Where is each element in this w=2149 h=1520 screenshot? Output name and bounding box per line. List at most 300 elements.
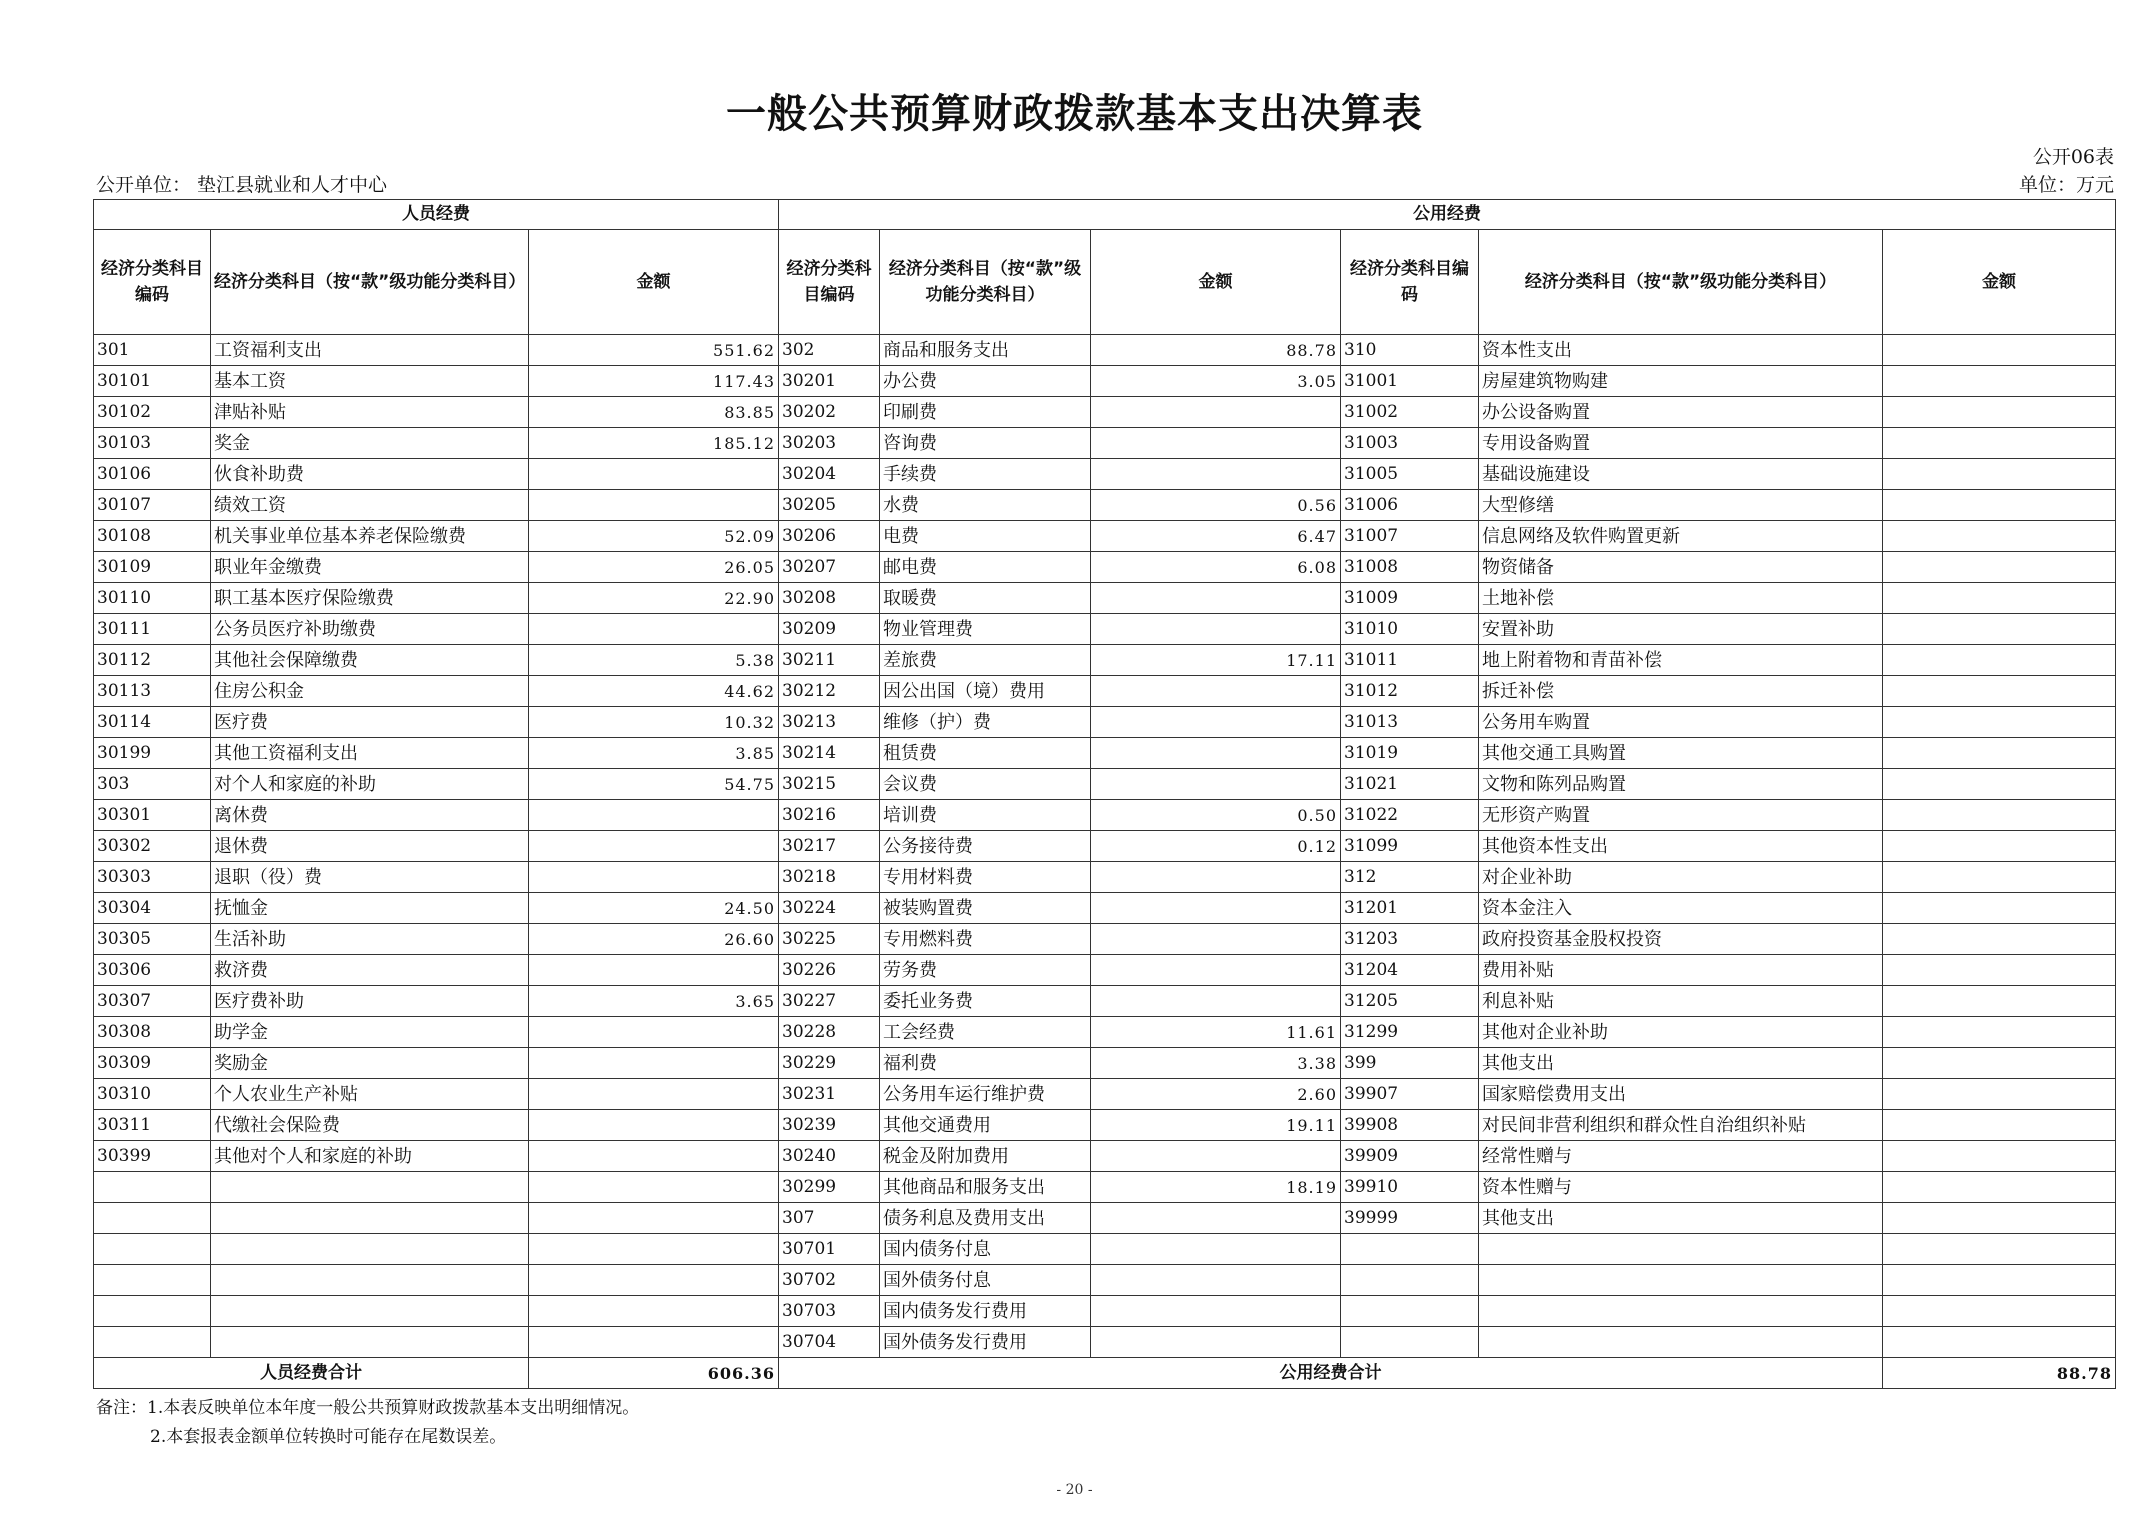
- name-cell: 信息网络及软件购置更新: [1479, 521, 1883, 552]
- name-cell: 对民间非营利组织和群众性自治组织补贴: [1479, 1110, 1883, 1141]
- amount-cell: [1883, 986, 2116, 1017]
- code-cell: 31203: [1341, 924, 1479, 955]
- name-cell: 专用材料费: [880, 862, 1091, 893]
- amount-cell: [1883, 1234, 2116, 1265]
- col-name-header: 经济分类科目（按“款”级功能分类科目）: [211, 230, 529, 335]
- name-cell: 工会经费: [880, 1017, 1091, 1048]
- table-body: [94, 335, 2116, 1358]
- code-cell: 31010: [1341, 614, 1479, 645]
- table-row: [94, 924, 2116, 955]
- code-cell: 31008: [1341, 552, 1479, 583]
- code-cell: 30109: [94, 552, 211, 583]
- amount-cell: 44.62: [529, 676, 779, 707]
- amount-cell: [1883, 428, 2116, 459]
- name-cell: 津贴补贴: [211, 397, 529, 428]
- amount-cell: [1883, 1048, 2116, 1079]
- name-cell: 其他社会保障缴费: [211, 645, 529, 676]
- name-cell: 无形资产购置: [1479, 800, 1883, 831]
- table-row: [94, 955, 2116, 986]
- name-cell: [211, 1172, 529, 1203]
- name-cell: 安置补助: [1479, 614, 1883, 645]
- name-cell: 退职（役）费: [211, 862, 529, 893]
- currency-unit: 单位：万元: [2018, 174, 2114, 196]
- amount-cell: [529, 1141, 779, 1172]
- table-row: [94, 676, 2116, 707]
- amount-cell: 88.78: [1091, 335, 1341, 366]
- name-cell: 医疗费: [211, 707, 529, 738]
- amount-cell: [1883, 1172, 2116, 1203]
- code-cell: 30228: [779, 1017, 880, 1048]
- code-cell: 30703: [779, 1296, 880, 1327]
- table-row: [94, 1017, 2116, 1048]
- code-cell: 30231: [779, 1079, 880, 1110]
- col-amount-header: 金额: [1883, 230, 2116, 335]
- code-cell: 31007: [1341, 521, 1479, 552]
- code-cell: 30211: [779, 645, 880, 676]
- name-cell: 经常性赠与: [1479, 1141, 1883, 1172]
- amount-cell: 185.12: [529, 428, 779, 459]
- amount-cell: [1091, 738, 1341, 769]
- code-cell: 39909: [1341, 1141, 1479, 1172]
- code-cell: 31204: [1341, 955, 1479, 986]
- amount-cell: [529, 459, 779, 490]
- col-name-header: 经济分类科目（按“款”级功能分类科目）: [1479, 230, 1883, 335]
- amount-cell: [1883, 893, 2116, 924]
- code-cell: 30704: [779, 1327, 880, 1358]
- amount-cell: [1883, 769, 2116, 800]
- name-cell: 其他资本性支出: [1479, 831, 1883, 862]
- amount-cell: [1883, 1110, 2116, 1141]
- code-cell: [94, 1203, 211, 1234]
- expenditure-table: [93, 199, 2116, 1389]
- code-cell: 30204: [779, 459, 880, 490]
- amount-cell: [529, 614, 779, 645]
- name-cell: 租赁费: [880, 738, 1091, 769]
- amount-cell: [1883, 1265, 2116, 1296]
- code-cell: [1341, 1265, 1479, 1296]
- name-cell: 国内债务发行费用: [880, 1296, 1091, 1327]
- name-cell: 其他支出: [1479, 1048, 1883, 1079]
- amount-cell: [1883, 1017, 2116, 1048]
- name-cell: 物资储备: [1479, 552, 1883, 583]
- name-cell: 其他工资福利支出: [211, 738, 529, 769]
- amount-cell: [1883, 738, 2116, 769]
- name-cell: 税金及附加费用: [880, 1141, 1091, 1172]
- amount-cell: 3.38: [1091, 1048, 1341, 1079]
- code-cell: 30201: [779, 366, 880, 397]
- table-row: [94, 1203, 2116, 1234]
- code-cell: 307: [779, 1203, 880, 1234]
- name-cell: 维修（护）费: [880, 707, 1091, 738]
- amount-cell: [529, 1017, 779, 1048]
- amount-cell: [1091, 1234, 1341, 1265]
- table-row: [94, 893, 2116, 924]
- name-cell: [211, 1296, 529, 1327]
- amount-cell: [1091, 893, 1341, 924]
- reporting-unit: 公开单位： 垫江县就业和人才中心: [96, 174, 388, 196]
- code-cell: 30701: [779, 1234, 880, 1265]
- code-cell: 31003: [1341, 428, 1479, 459]
- amount-cell: [1091, 1296, 1341, 1327]
- name-cell: 奖励金: [211, 1048, 529, 1079]
- name-cell: 基本工资: [211, 366, 529, 397]
- name-cell: 绩效工资: [211, 490, 529, 521]
- code-cell: 399: [1341, 1048, 1479, 1079]
- code-cell: 30216: [779, 800, 880, 831]
- amount-cell: [1091, 1141, 1341, 1172]
- amount-cell: 26.05: [529, 552, 779, 583]
- table-row: [94, 366, 2116, 397]
- name-cell: 土地补偿: [1479, 583, 1883, 614]
- amount-cell: 54.75: [529, 769, 779, 800]
- name-cell: 对个人和家庭的补助: [211, 769, 529, 800]
- code-cell: 30107: [94, 490, 211, 521]
- page-title: 一般公共预算财政拨款基本支出决算表: [726, 91, 1423, 137]
- code-cell: [1341, 1234, 1479, 1265]
- public-total-value: 88.78: [1883, 1358, 2116, 1389]
- code-cell: 31011: [1341, 645, 1479, 676]
- amount-cell: [1883, 924, 2116, 955]
- code-cell: 30199: [94, 738, 211, 769]
- code-cell: 30209: [779, 614, 880, 645]
- name-cell: 公务接待费: [880, 831, 1091, 862]
- personnel-group-header: 人员经费: [94, 200, 779, 230]
- amount-cell: 17.11: [1091, 645, 1341, 676]
- name-cell: 办公费: [880, 366, 1091, 397]
- amount-cell: 19.11: [1091, 1110, 1341, 1141]
- amount-cell: [1883, 1327, 2116, 1358]
- code-cell: 31019: [1341, 738, 1479, 769]
- name-cell: 办公设备购置: [1479, 397, 1883, 428]
- code-cell: 303: [94, 769, 211, 800]
- name-cell: 专用设备购置: [1479, 428, 1883, 459]
- code-cell: 30215: [779, 769, 880, 800]
- code-cell: 30205: [779, 490, 880, 521]
- name-cell: [211, 1234, 529, 1265]
- amount-cell: [1883, 1141, 2116, 1172]
- code-cell: 31299: [1341, 1017, 1479, 1048]
- code-cell: 30308: [94, 1017, 211, 1048]
- name-cell: 职业年金缴费: [211, 552, 529, 583]
- code-cell: 30106: [94, 459, 211, 490]
- amount-cell: [529, 490, 779, 521]
- name-cell: 其他交通工具购置: [1479, 738, 1883, 769]
- name-cell: 机关事业单位基本养老保险缴费: [211, 521, 529, 552]
- name-cell: 代缴社会保险费: [211, 1110, 529, 1141]
- code-cell: 30307: [94, 986, 211, 1017]
- name-cell: 差旅费: [880, 645, 1091, 676]
- name-cell: 公务用车购置: [1479, 707, 1883, 738]
- name-cell: 水费: [880, 490, 1091, 521]
- name-cell: 国外债务发行费用: [880, 1327, 1091, 1358]
- table-row: [94, 1234, 2116, 1265]
- name-cell: 资本性赠与: [1479, 1172, 1883, 1203]
- amount-cell: [1883, 1296, 2116, 1327]
- amount-cell: 26.60: [529, 924, 779, 955]
- amount-cell: [1883, 831, 2116, 862]
- amount-cell: 3.65: [529, 986, 779, 1017]
- table-row: [94, 490, 2116, 521]
- public-group-header: 公用经费: [779, 200, 2116, 230]
- code-cell: 30229: [779, 1048, 880, 1079]
- name-cell: [1479, 1234, 1883, 1265]
- col-name-header: 经济分类科目（按“款”级功能分类科目）: [880, 230, 1091, 335]
- code-cell: 31012: [1341, 676, 1479, 707]
- name-cell: 奖金: [211, 428, 529, 459]
- code-cell: 31006: [1341, 490, 1479, 521]
- name-cell: 专用燃料费: [880, 924, 1091, 955]
- code-cell: [94, 1265, 211, 1296]
- name-cell: 费用补贴: [1479, 955, 1883, 986]
- name-cell: 电费: [880, 521, 1091, 552]
- amount-cell: [1883, 521, 2116, 552]
- amount-cell: 3.05: [1091, 366, 1341, 397]
- amount-cell: [1091, 428, 1341, 459]
- name-cell: 其他支出: [1479, 1203, 1883, 1234]
- amount-cell: [529, 862, 779, 893]
- table-row: [94, 1048, 2116, 1079]
- code-cell: 30702: [779, 1265, 880, 1296]
- code-cell: 30227: [779, 986, 880, 1017]
- amount-cell: [1883, 645, 2116, 676]
- code-cell: [94, 1234, 211, 1265]
- table-row: [94, 397, 2116, 428]
- amount-cell: [1091, 986, 1341, 1017]
- code-cell: 30213: [779, 707, 880, 738]
- name-cell: [211, 1265, 529, 1296]
- amount-cell: [1091, 397, 1341, 428]
- name-cell: 职工基本医疗保险缴费: [211, 583, 529, 614]
- table-row: [94, 552, 2116, 583]
- amount-cell: 0.56: [1091, 490, 1341, 521]
- table-row: [94, 335, 2116, 366]
- name-cell: 福利费: [880, 1048, 1091, 1079]
- amount-cell: [1883, 614, 2116, 645]
- name-cell: 取暖费: [880, 583, 1091, 614]
- amount-cell: [1883, 397, 2116, 428]
- name-cell: 政府投资基金股权投资: [1479, 924, 1883, 955]
- code-cell: 30114: [94, 707, 211, 738]
- amount-cell: 11.61: [1091, 1017, 1341, 1048]
- col-code-header: 经济分类科目编码: [1341, 230, 1479, 335]
- amount-cell: [529, 1327, 779, 1358]
- code-cell: 30208: [779, 583, 880, 614]
- name-cell: [211, 1327, 529, 1358]
- name-cell: 离休费: [211, 800, 529, 831]
- name-cell: 大型修缮: [1479, 490, 1883, 521]
- amount-cell: [1883, 676, 2116, 707]
- name-cell: 医疗费补助: [211, 986, 529, 1017]
- table-row: [94, 1296, 2116, 1327]
- page-number: - 20 -: [1056, 1482, 1093, 1498]
- name-cell: 国家赔偿费用支出: [1479, 1079, 1883, 1110]
- amount-cell: 6.47: [1091, 521, 1341, 552]
- table-row: [94, 1327, 2116, 1358]
- note-line: 2.本套报表金额单位转换时可能存在尾数误差。: [150, 1427, 507, 1447]
- code-cell: 30226: [779, 955, 880, 986]
- table-row: [94, 645, 2116, 676]
- name-cell: 资本金注入: [1479, 893, 1883, 924]
- code-cell: 30214: [779, 738, 880, 769]
- name-cell: 救济费: [211, 955, 529, 986]
- col-amount-header: 金额: [1091, 230, 1341, 335]
- code-cell: 31005: [1341, 459, 1479, 490]
- name-cell: 公务用车运行维护费: [880, 1079, 1091, 1110]
- table-row: [94, 1265, 2116, 1296]
- table-row: [94, 428, 2116, 459]
- amount-cell: [1091, 583, 1341, 614]
- name-cell: 生活补助: [211, 924, 529, 955]
- code-cell: 30206: [779, 521, 880, 552]
- amount-cell: [529, 955, 779, 986]
- amount-cell: 5.38: [529, 645, 779, 676]
- code-cell: 31201: [1341, 893, 1479, 924]
- code-cell: 31001: [1341, 366, 1479, 397]
- table-row: [94, 862, 2116, 893]
- amount-cell: [1091, 955, 1341, 986]
- name-cell: 印刷费: [880, 397, 1091, 428]
- col-code-header: 经济分类科目编码: [779, 230, 880, 335]
- name-cell: 培训费: [880, 800, 1091, 831]
- public-total-label: 公用经费合计: [779, 1358, 1883, 1389]
- code-cell: 30306: [94, 955, 211, 986]
- code-cell: 39999: [1341, 1203, 1479, 1234]
- amount-cell: 18.19: [1091, 1172, 1341, 1203]
- code-cell: [94, 1296, 211, 1327]
- amount-cell: [1091, 459, 1341, 490]
- name-cell: 拆迁补偿: [1479, 676, 1883, 707]
- amount-cell: [1091, 1327, 1341, 1358]
- code-cell: 30310: [94, 1079, 211, 1110]
- code-cell: 39907: [1341, 1079, 1479, 1110]
- totals-row: [94, 1358, 2116, 1389]
- amount-cell: [1091, 1203, 1341, 1234]
- name-cell: 劳务费: [880, 955, 1091, 986]
- name-cell: 其他对个人和家庭的补助: [211, 1141, 529, 1172]
- amount-cell: [1883, 583, 2116, 614]
- code-cell: [1341, 1296, 1479, 1327]
- table-row: [94, 738, 2116, 769]
- code-cell: 30304: [94, 893, 211, 924]
- name-cell: 对企业补助: [1479, 862, 1883, 893]
- amount-cell: 117.43: [529, 366, 779, 397]
- table-row: [94, 1141, 2116, 1172]
- amount-cell: [1091, 769, 1341, 800]
- name-cell: 手续费: [880, 459, 1091, 490]
- code-cell: 30103: [94, 428, 211, 459]
- amount-cell: [1883, 1079, 2116, 1110]
- amount-cell: [1883, 707, 2116, 738]
- code-cell: 30302: [94, 831, 211, 862]
- amount-cell: 52.09: [529, 521, 779, 552]
- amount-cell: [1091, 1265, 1341, 1296]
- amount-cell: [529, 831, 779, 862]
- name-cell: 因公出国（境）费用: [880, 676, 1091, 707]
- code-cell: 30111: [94, 614, 211, 645]
- code-cell: [94, 1172, 211, 1203]
- col-amount-header: 金额: [529, 230, 779, 335]
- amount-cell: 2.60: [1091, 1079, 1341, 1110]
- amount-cell: [529, 1296, 779, 1327]
- code-cell: 310: [1341, 335, 1479, 366]
- name-cell: 伙食补助费: [211, 459, 529, 490]
- code-cell: 30301: [94, 800, 211, 831]
- amount-cell: 0.12: [1091, 831, 1341, 862]
- table-row: [94, 986, 2116, 1017]
- code-cell: 30101: [94, 366, 211, 397]
- code-cell: 30303: [94, 862, 211, 893]
- amount-cell: [1091, 924, 1341, 955]
- amount-cell: [1883, 366, 2116, 397]
- code-cell: 30305: [94, 924, 211, 955]
- name-cell: 个人农业生产补贴: [211, 1079, 529, 1110]
- name-cell: [1479, 1327, 1883, 1358]
- code-cell: 30224: [779, 893, 880, 924]
- table-row: [94, 1172, 2116, 1203]
- amount-cell: 0.50: [1091, 800, 1341, 831]
- name-cell: 会议费: [880, 769, 1091, 800]
- code-cell: 301: [94, 335, 211, 366]
- name-cell: 被装购置费: [880, 893, 1091, 924]
- code-cell: 30218: [779, 862, 880, 893]
- code-cell: 30203: [779, 428, 880, 459]
- name-cell: 房屋建筑物购建: [1479, 366, 1883, 397]
- amount-cell: [1091, 862, 1341, 893]
- name-cell: 公务员医疗补助缴费: [211, 614, 529, 645]
- table-row: [94, 614, 2116, 645]
- note-line: 备注：1.本表反映单位本年度一般公共预算财政拨款基本支出明细情况。: [96, 1398, 640, 1418]
- table-row: [94, 1110, 2116, 1141]
- code-cell: 39908: [1341, 1110, 1479, 1141]
- code-cell: 31205: [1341, 986, 1479, 1017]
- personnel-total-value: 606.36: [529, 1358, 779, 1389]
- name-cell: 退休费: [211, 831, 529, 862]
- code-cell: [94, 1327, 211, 1358]
- name-cell: 助学金: [211, 1017, 529, 1048]
- name-cell: 其他商品和服务支出: [880, 1172, 1091, 1203]
- amount-cell: [529, 1048, 779, 1079]
- name-cell: 债务利息及费用支出: [880, 1203, 1091, 1234]
- code-cell: 30217: [779, 831, 880, 862]
- amount-cell: [1091, 676, 1341, 707]
- code-cell: 30110: [94, 583, 211, 614]
- amount-cell: [1883, 335, 2116, 366]
- code-cell: 39910: [1341, 1172, 1479, 1203]
- code-cell: 30212: [779, 676, 880, 707]
- amount-cell: [1883, 800, 2116, 831]
- name-cell: 国外债务付息: [880, 1265, 1091, 1296]
- amount-cell: 3.85: [529, 738, 779, 769]
- code-cell: 30202: [779, 397, 880, 428]
- notes: [96, 1394, 639, 1452]
- table-row: [94, 800, 2116, 831]
- code-cell: 31002: [1341, 397, 1479, 428]
- table-row: [94, 459, 2116, 490]
- personnel-total-label: 人员经费合计: [94, 1358, 529, 1389]
- table-row: [94, 769, 2116, 800]
- table-row: [94, 707, 2116, 738]
- code-cell: 30309: [94, 1048, 211, 1079]
- code-cell: 30239: [779, 1110, 880, 1141]
- amount-cell: [529, 1265, 779, 1296]
- name-cell: 地上附着物和青苗补偿: [1479, 645, 1883, 676]
- amount-cell: [529, 800, 779, 831]
- table-row: [94, 831, 2116, 862]
- amount-cell: 551.62: [529, 335, 779, 366]
- amount-cell: [1091, 614, 1341, 645]
- code-cell: 30311: [94, 1110, 211, 1141]
- amount-cell: [1883, 1203, 2116, 1234]
